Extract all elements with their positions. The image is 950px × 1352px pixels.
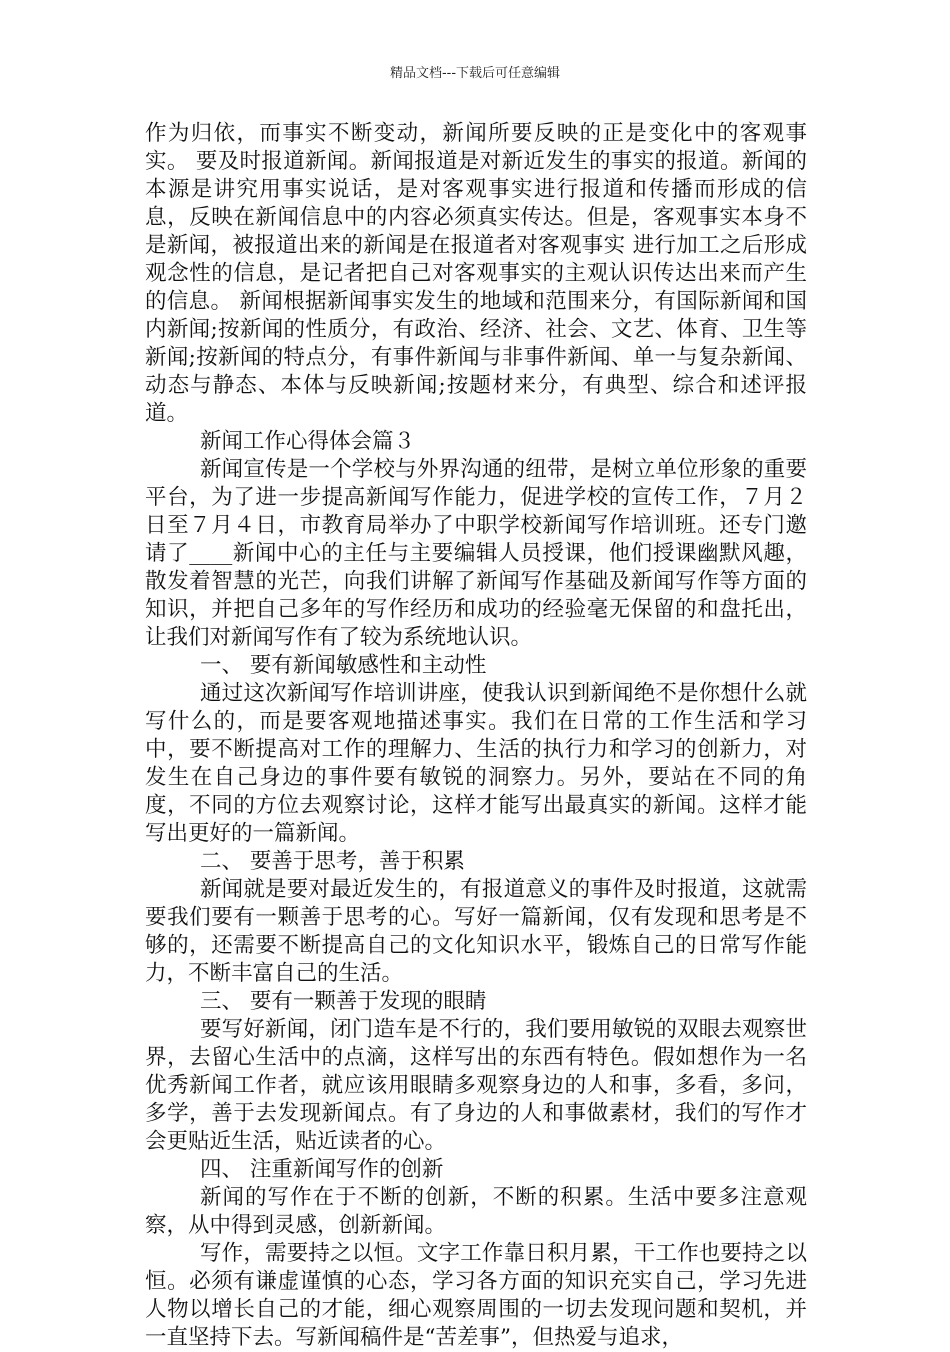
- section-title: 新闻工作心得体会篇３: [200, 429, 416, 454]
- heading-point-4: 四、 注重新闻写作的创新: [200, 1157, 444, 1182]
- heading-point-2: 二、 要善于思考，善于积累: [200, 849, 465, 874]
- document-body: [145, 120, 807, 1352]
- paragraph: 要写好新闻，闭门造车是不行的，我们要用敏锐的双眼去观察世界，去留心生活中的点滴，这样写出的东西有特色。假如想作为一名优秀新闻工作者，就应该用眼睛多观察身边的人和事，多看，多问，多学，善于去发现新闻点。有了身边的人和事做素材，我们的写作才会更贴近生活，贴近读者的心。: [145, 1017, 807, 1154]
- paragraph: 新闻的写作在于不断的创新，不断的积累。生活中要多注意观察，从中得到灵感，创新新闻。: [145, 1185, 807, 1238]
- paragraph-intro: 作为归依，而事实不断变动，新闻所要反映的正是变化中的客观事实。 要及时报道新闻。新闻报道是对新近发生的事实的报道。新闻的本源是讲究用事实说话，是对客观事实进行报道和传播而形成的信息，反映在新闻信息中的内容必须真实传达。但是，客观事实本身不是新闻，被报道出来的新闻是在报道者对客观事实 进行加工之后形成观念性的信息，是记者把自己对客观事实的主观认识传达出来而产生的信息。 新闻根据新闻事实发生的地域和范围来分，有国际新闻和国内新闻;按新闻的性质分，有政治、经济、社会、文艺、体育、卫生等新闻;按新闻的特点分，有事件新闻与非事件新闻、单一与复杂新闻、动态与静态、本体与反映新闻;按题材来分，有典型、综合和述评报道。: [145, 121, 807, 426]
- heading-point-1: 一、 要有新闻敏感性和主动性: [200, 653, 487, 678]
- paragraph: 写作，需要持之以恒。文字工作靠日积月累，干工作也要持之以恒。必须有谦虚谨慎的心态，学习各方面的知识充实自己，学习先进人物以增长自己的才能，细心观察周围的一切去发现问题和契机，并一直坚持下去。写新闻稿件是“苦差事”，但热爱与追求，: [145, 1241, 807, 1350]
- paragraph: 新闻就是要对最近发生的，有报道意义的事件及时报道，这就需要我们要有一颗善于思考的心。写好一篇新闻，仅有发现和思考是不够的，还需要不断提高自己的文化知识水平，锻炼自己的日常写作能力，不断丰富自己的生活。: [145, 877, 807, 986]
- paragraph: 新闻宣传是一个学校与外界沟通的纽带，是树立单位形象的重要平台，为了进一步提高新闻写作能力，促进学校的宣传工作，７月２日至７月４日，市教育局举办了中职学校新闻写作培训班。还专门邀请了____新闻中心的主任与主要编辑人员授课，他们授课幽默风趣，散发着智慧的光芒，向我们讲解了新闻写作基础及新闻写作等方面的知识，并把自己多年的写作经历和成功的经验毫无保留的和盘托出，让我们对新闻写作有了较为系统地认识。: [145, 457, 807, 650]
- heading-point-3: 三、 要有一颗善于发现的眼睛: [200, 989, 487, 1014]
- paragraph: 通过这次新闻写作培训讲座，使我认识到新闻绝不是你想什么就写什么的，而是要客观地描述事实。我们在日常的工作生活和学习中，要不断提高对工作的理解力、生活的执行力和学习的创新力，对发生在自己身边的事件要有敏锐的洞察力。另外，要站在不同的角度，不同的方位去观察讨论，这样才能写出最真实的新闻。这样才能写出更好的一篇新闻。: [145, 681, 807, 846]
- page-header: 精品文档---下载后可任意编辑: [389, 66, 561, 81]
